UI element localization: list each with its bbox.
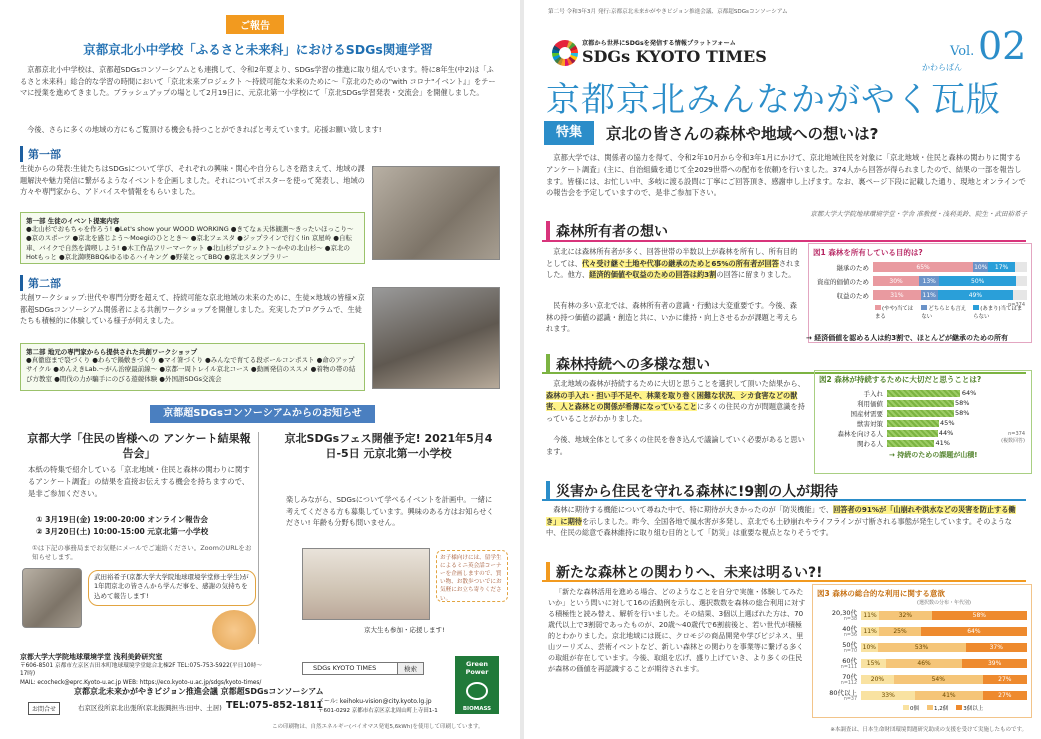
fig3-category-label [817, 608, 861, 622]
fig1-legend [875, 304, 1027, 320]
fig2-value: 44% [938, 428, 954, 437]
fig2-category-label: 国産材需要 [850, 409, 883, 418]
right-page [528, 0, 1041, 739]
notice1-title: 京都大学「住民の皆様への アンケート結果報告会」 [27, 432, 251, 460]
photo-caption: 京大生も参加・応援します! [364, 626, 445, 634]
sec3-paragraph [546, 504, 1026, 539]
speech-bubble: 武田裕希子(京都大学大学院地球環境学堂修士学生)が1年間京北の皆さんから学んだ事を、感謝の気持ちを込めて報告します! [88, 570, 256, 606]
fig3-segment: 39% [962, 659, 1027, 668]
fig3-n-label: n=111 [840, 665, 857, 670]
fig3-segment: 25% [879, 627, 921, 636]
part1-photo [372, 166, 500, 260]
print-note: この印刷物は、自然エネルギー(バイオマス発電5,6kWh)を使用して印刷しています。 [272, 724, 484, 730]
fig1-row [813, 276, 1027, 286]
fig3-segment: 54% [894, 675, 983, 684]
sec3-text-a: 森林に期待する機能について尋ねた中で、特に期待が大きかったのが「防災機能」で、 [553, 505, 834, 514]
fig2-track [887, 390, 1027, 397]
fig3-age-label: 80代以上 [829, 689, 857, 697]
notice2-title: 京北SDGsフェス開催予定! 2021年5月4日-5日 元京北第一小学校 [284, 432, 493, 460]
issue-line: 第二号 令和3年3月 発行:京都京北未来かがやきビジョン推進会議、京都超SDGsコンソーシアム [548, 9, 788, 15]
sec3-title: 災害から住民を守れる森林に!9割の人が期待 [546, 481, 838, 501]
sec2-text-a: 京北地域の森林が持続するために大切と思うことを選択して頂いた結果から、 [553, 379, 805, 388]
fig3-legend-1 [903, 704, 919, 712]
fig3-n-label: n=37 [843, 697, 857, 702]
fig3-row [817, 672, 1027, 686]
fig3-bar [861, 627, 1027, 636]
fig2-plot [819, 388, 1027, 448]
notice1-dates [36, 514, 266, 538]
fig3-segment: 15% [861, 659, 886, 668]
vol-label: Vol. [950, 44, 975, 59]
fig-note: ※本調査は、日本生命財団環境問題研究助成の支援を受けて実施したものです。 [830, 727, 1027, 733]
report-tag-wrap [200, 14, 310, 34]
fig1-n: n=374 [1008, 302, 1025, 308]
fig2-bar [887, 420, 939, 427]
part2-heading: 第二部 [20, 275, 61, 291]
fig3-segment: 33% [861, 691, 915, 700]
fig2-bar [887, 440, 934, 447]
fig2-track [887, 420, 1027, 427]
vol-number: 02 [978, 24, 1027, 68]
fig3-legend-3 [956, 704, 983, 712]
main-title: 京都京北みんなかがやく瓦版 [546, 80, 1001, 120]
notice2-body: 楽しみながら、SDGsについて学べるイベントを計画中。一緒に考えてくださる方も募集しています。興味のある方はお知らせください! 年齢も分野も問いません。 [286, 495, 494, 528]
fig1-segment-unanswered [1013, 290, 1027, 300]
fig3-title: 図3 森林の総合的な利用に関する意欲 [817, 589, 945, 598]
fig1-segment: 30% [873, 276, 919, 286]
fig3-bar [861, 643, 1027, 652]
part1-box [20, 212, 365, 264]
fig2-bar [887, 430, 938, 437]
search-box[interactable] [302, 662, 424, 675]
fig3-age-label: 60代 [842, 657, 857, 665]
sec1-paragraph [546, 246, 804, 281]
fig3-segment: 20% [861, 675, 894, 684]
footer-org: 京都京北未来かがやきビジョン推進会議 京都超SDGsコンソーシアム [74, 687, 324, 696]
fig3-legend-1-label: 0個 [910, 706, 919, 712]
fig2-value: 58% [954, 408, 970, 417]
sec1-body-2: 民有林の多い京北では、森林所有者の意識・行動は大変重要です。今後、森林の持つ価値の認識・創造と共に、いかに維持・向上させるかが課題と考えられます。 [546, 301, 798, 334]
green-power-text: Green Power [465, 660, 489, 676]
sec3-text-b: を示しました。昨今、全国各地で風水害が多発し、京北でも土砂崩れやライフラインが寸断される事態が発生しています。そのような中、住民の総意で森林維持に取り組む目的として「防災」は重要な視点となりそうです。 [546, 516, 1012, 538]
fig1-legend-2 [921, 304, 967, 320]
notice1-date-2: ② 3月20日(土) 10:00-15:00 元京北第一小学校 [36, 527, 209, 537]
sec2-body-2: 今後、地域全体として多くの住民を巻き込んで議論していく必要があると思います。 [546, 435, 805, 456]
fig2-category-label: 利用価値 [857, 399, 883, 408]
fig3-row [817, 608, 1027, 622]
fig3-age-label: 20,30代 [831, 609, 857, 617]
fig3-segment: 11% [861, 611, 879, 620]
sec3-highlight-1: 回答者の91%が「山崩れや洪水などの災害を防止する働き」に期待 [546, 505, 1016, 526]
fig3-segment: 27% [983, 691, 1027, 700]
title-ruby: かわらばん [922, 63, 962, 72]
notice-header: 京都超SDGsコンソーシアムからのお知らせ [150, 405, 375, 423]
fig1-segment: 50% [939, 276, 1016, 286]
fig2-value: 64% [961, 388, 977, 397]
fig1-legend-1 [875, 304, 915, 320]
fig2-track [887, 400, 1027, 407]
fig3-segment: 11% [861, 627, 879, 636]
fig3-plot [817, 608, 1027, 702]
sec1-title: 森林所有者の想い [546, 221, 668, 241]
fig3-age-label: 70代 [842, 673, 857, 681]
feature-title: 京北の皆さんの森林や地域への想いは? [606, 125, 879, 143]
fig3-n-label: n=112 [840, 681, 857, 686]
lab-mail: MAIL: ecocheck@eprc.Kyoto-u.ac.jp WEB: https://eco.kyoto-u.ac.jp/sdgs/kyoto-times/ [20, 679, 262, 686]
fig1-category-label: 資産的価値のため [817, 277, 869, 286]
fig3-segment: 53% [878, 643, 966, 652]
fig1-bar [873, 276, 1027, 286]
part2-box-title: 第二部 地元の専門家からら提供された共創ワークショップ [26, 348, 198, 356]
feature-tag: 特集 [544, 121, 594, 145]
fig1-segment: 31% [873, 290, 921, 300]
fig2-bar [887, 390, 960, 397]
fig3-segment: 46% [886, 659, 962, 668]
sec4-body: 「新たな森林活用を進める場合、どのようなことを自分で実施・体験してみたいか」という問いに対して16の活動例を示し、選択数数を森林の総合利用に対する積極性と読み替え、解析を行いました。その結果、3個以上選ばれた方は、70歳代以上で3割弱であったものが、20歳～40歳代で6割前後と、若い世代が積極的とわかりました。京北地域には既に、クロモジの商品開発や学びビジネス、里山ツーリズム、芸術イベントなど、新しい森林との関わりを事業等に繋げる多くの取組が存在しています。今後、取組を広げ、盛り上げていき、より多くの住民が森林の価値を再認識することが期待されます。 [548, 587, 806, 673]
sec2-title: 森林持続への多様な想い [546, 354, 710, 374]
fig2-value: 58% [954, 398, 970, 407]
fig1-segment-unanswered [1015, 262, 1027, 272]
fig3 [812, 584, 1032, 718]
search-field[interactable]: SDGs KYOTO TIMES [302, 662, 398, 675]
fig2-value: 41% [935, 438, 950, 447]
fig3-segment: 32% [879, 611, 932, 620]
footer-office: 右京区役所京北出張所(京北振興担当:田中、土居) [78, 704, 222, 712]
students-photo [302, 548, 430, 620]
sdgs-wheel-center [559, 47, 571, 59]
fig1-segment: 49% [938, 290, 1013, 300]
part1-box-title: 第一部 生徒のイベント提案内容 [26, 217, 120, 225]
fig3-age-label: 40代 [842, 625, 857, 633]
sec1-highlight-1: 代々受け継ぐ土地や代事の継承のためと65%の所有者が回答 [581, 258, 779, 268]
fig1-segment: 65% [873, 262, 973, 272]
fig3-row [817, 624, 1027, 638]
fig2 [814, 370, 1032, 474]
fig2-row [819, 438, 1027, 448]
footer-contact-label: お問合せ [28, 702, 60, 715]
fig3-legend [903, 704, 1027, 712]
sec2-text-b: に多くの住民の方が問題意識を持っていることがわかりました。 [546, 402, 805, 423]
fig2-category-label: 手入れ [863, 389, 883, 398]
fig1-category-label: 収益のため [836, 291, 869, 300]
sec1-text-a: 京北には森林所有者が多く、回答世帯の半数以上が森林を所有し、所有目的としては、 [546, 247, 798, 268]
fig3-segment: 64% [921, 627, 1027, 636]
fig1-segment: 10% [974, 263, 988, 271]
fig1-segment: 13% [919, 276, 939, 286]
part2-photo [372, 287, 500, 389]
lab-address: 〒606-8501 京都市左京区吉田本町地球環境学堂総合北棟2F TEL:075-753-5922(平日10時～17時) [20, 663, 262, 678]
notice1-note: ①は下記の事務局までお気軽にメールでご連絡ください。ZoomのURLをお知らせします。 [32, 544, 252, 562]
fig3-bar [861, 675, 1027, 684]
presenter-photo [22, 568, 82, 628]
fig1-category-label: 継承のため [836, 263, 869, 272]
fig1-bar [873, 290, 1027, 300]
report-tag: ご報告 [226, 15, 284, 34]
fig2-conclusion: → 持続のための課題が山積! [889, 451, 978, 459]
sdgs-wheel-icon [552, 40, 578, 66]
fig1-legend-1-label: (やや)当てはまる [875, 306, 914, 320]
fig3-segment: 37% [966, 643, 1027, 652]
fig1 [808, 243, 1032, 343]
fig1-segment: 17% [988, 262, 1014, 272]
fig1-segment: 11% [922, 291, 936, 299]
fig3-segment: 58% [932, 611, 1027, 620]
fig1-legend-2-label: どちらとも言えない [921, 306, 967, 320]
fig2-category-label: 森林を向ける人 [837, 429, 883, 438]
sec4-title: 新たな森林との関わりへ、未来は明るい?! [546, 562, 823, 582]
search-button[interactable]: 検索 [398, 662, 424, 675]
fig1-row [813, 262, 1027, 272]
fig2-row [819, 418, 1027, 428]
fig3-segment: 10% [862, 643, 876, 651]
part1-box-items: ●北山杉でおもちゃを作ろう! ●Let's show your WOOD WORKING ●きてなぁ天体観測～きったいほっこり～ ●京のスポーツ ●京北を感じよう～Moegiのひととき～ ●京北フェスタ ●ジップラインで行く!in 京屋岭 ●自転車、バイクで自然を満喫しよう! ●木工作品フリーマーケット ●北山杉プロジェクト～かやの北山杉～ ●京北のHotもっと ●京北満喫BBQ&ゆるゆるハイキング ●野菜とってBBQ ●京北スタンプラリー [26, 225, 354, 262]
fig1-bar [873, 262, 1027, 272]
fig3-legend-2-label: 1,2個 [934, 706, 949, 712]
fig3-row [817, 656, 1027, 670]
platform-line: 京都から世界にSDGsを発信する情報プラットフォーム [582, 40, 736, 47]
fig2-value: 45% [940, 418, 955, 427]
fig2-category-label: 獣害対策 [857, 419, 883, 428]
fig1-row [813, 290, 1027, 300]
fig2-bar [887, 400, 954, 407]
report-body-2: 今後、さらに多くの地域の方にもご覧頂ける機会も持つことができればと考えています。応援お願い致します! [27, 125, 382, 134]
sec1-text-b: されました。他方、 [546, 258, 801, 280]
fig2-title: 図2 森林が持続するために大切だと思うことは? [819, 375, 982, 384]
sec1-conclusion: → 経済価値を認める人は約3割で、ほとんどが継承のための所有 [806, 334, 1009, 342]
fig2-row [819, 398, 1027, 408]
leaf-icon [466, 682, 488, 700]
fig3-segment: 27% [983, 675, 1027, 684]
sec2-paragraph [546, 378, 810, 425]
left-page [0, 0, 516, 739]
fig2-row [819, 388, 1027, 398]
fig2-note: n=374 (複数回答) [1001, 431, 1025, 444]
fig3-n-label: n=36 [843, 633, 857, 638]
fig3-category-label [817, 672, 861, 686]
masthead: SDGs KYOTO TIMES [582, 47, 767, 66]
fig1-segment-unanswered [1016, 276, 1027, 286]
footer-mail: メール: keihoku-vision@city.kyoto.lg.jp [318, 698, 432, 705]
foreigner-note: お子様向けには、留学生によるミニ英会話コーナーを企画しますので、質い物、お散歩ついでにお気軽にお立ち寄りください。 [436, 550, 508, 602]
fig3-category-label [817, 688, 861, 702]
notice1-body: 本紙の特集で紹介している「京北地域・住民と森林の関わりに関するアンケート調査」の結果を直接お伝えする機会を持ちますので、是非ご参加ください。 [28, 465, 250, 498]
fig2-track [887, 410, 1027, 417]
fig2-category-label: 関わる人 [857, 439, 883, 448]
child-illustration [212, 610, 256, 650]
part2-body: 共創ワークショップ:世代や専門分野を超えて、持続可能な京北地域の未来のために、生徒×地域の皆様×京都超SDGsコンソーシアム関係者による共創ワークショップを開催しました。充実したプログラムで、生徒たちも積極的に体験している様子が伺えました。 [20, 293, 365, 326]
footer-addr: 〒601-0292 京都市右京区京北周山町上寺田1-1 [318, 708, 438, 714]
report-title: 京都京北小中学校「ふるさと未来科」におけるSDGs関連学習 [83, 42, 433, 57]
fig3-row [817, 688, 1027, 702]
part1-heading: 第一部 [20, 146, 61, 162]
part2-box-items: ●真徹庭まで裂づくり ●わらで鍋敷きづくり ●マイ箸づくり ●みんなで育てる段ボールコンポスト ●命のアップサイクル ●めんえきLab.～がん治療最前線～ ●京都一周トレイル京北コース ●動画発信のススメ ●着物の帯の結び方教室 ●間伐の力が騙手にのびる遊競体験 ●外国語SDGs交流会 [26, 356, 356, 383]
green-power-logo [455, 656, 499, 714]
fig3-bar [861, 611, 1027, 620]
fig3-row [817, 640, 1027, 654]
notice1-date-1: ① 3月19日(金) 19:00-20:00 オンライン報告会 [36, 515, 208, 524]
page-gutter [520, 0, 524, 739]
sec1-text-c: の回答に留まりました。 [716, 270, 796, 280]
sec2-highlight-1: 森林の手入れ・担い手不足や、林業を取り巻く困難な状況、シカ食害などの獣害、人と森林との関係が希薄になっていること [546, 390, 798, 412]
lab-contact [20, 652, 265, 687]
fig1-legend-3-label: (あまり)当てはまらない [973, 306, 1023, 320]
fig3-legend-2 [927, 704, 948, 712]
fig3-segment: 41% [915, 691, 982, 700]
sec1-highlight-2: 経済的価値や収益のための回答は約3割 [589, 270, 717, 280]
fig3-subtitle: (選択数の分布・年代別) [917, 600, 971, 606]
fig2-row [819, 428, 1027, 438]
fig3-category-label [817, 624, 861, 638]
fig1-plot [813, 262, 1027, 300]
fig3-age-label: 50代 [842, 641, 857, 649]
fig3-bar [861, 691, 1027, 700]
report-body-1: 京都京北小中学校は、京都超SDGsコンソーシアムとも連携して、令和2年夏より、SDGs学習の推進に取り組んでいます。特に8年生(中2)は「ふるさと未来科」総合的な学習の時間において「京北未来プロジェクト ～持続可能な未来のために～『京北のための"with コロナ"イベント』」をテーマに授業を進めてきました。ブラッシュアップの場として2月19日に、元京北第一小学校にて「京北SDGs学習発表・交流会」を開催しました。 [20, 65, 496, 98]
footer-tel: TEL:075-852-1811 [226, 700, 323, 711]
lab-name: 京都大学大学院地球環境学堂 浅利美鈴研究室 [20, 653, 163, 661]
column-divider [258, 432, 259, 644]
fig3-category-label [817, 640, 861, 654]
fig3-n-label: n=38 [843, 617, 857, 622]
intro-text: 京都大学では、関係者の協力を得て、令和2年10月から令和3年1月にかけて、京北地域住民を対象に「京北地域・住民と森林の関わりに関するアンケート調査」(主に、自治組織を通じて全2029世帯への配布を依頼)を行いました。374人から回答が得られましたので、結果の一部を報告します。皆様には、お忙しい中、多岐に渡る設問に丁寧にご回答頂き、感謝申し上げます。なお、裏ページ下段に記載した通り、現地とオンラインでの報告会を予定していますので、是非ご参加下さい。 [546, 153, 1026, 198]
fig3-category-label [817, 656, 861, 670]
fig2-row [819, 408, 1027, 418]
fig3-bar [861, 659, 1027, 668]
fig3-n-label: n=70 [843, 649, 857, 654]
fig1-title: 図1 森林を所有している目的は? [813, 248, 923, 257]
fig3-legend-3-label: 3個以上 [963, 706, 984, 712]
biomass-text: BIOMASS [462, 706, 492, 712]
intro-credit: 京都大学大学院地球環境学堂・学舎 准教授・浅利美鈴、院生・武田裕希子 [810, 210, 1027, 218]
part1-body: 生徒からの発表:生徒たちはSDGsについて学び、それぞれの興味・関心や自分らしさを踏まえて、地域の課題解決や魅力発信に繋がるようなイベントを企画しました。それについてポスターを使って発表し、地域の方々や専門家から、アドバイスや情報をもらいました。 [20, 164, 365, 197]
part2-box [20, 343, 365, 391]
fig2-bar [887, 410, 954, 417]
